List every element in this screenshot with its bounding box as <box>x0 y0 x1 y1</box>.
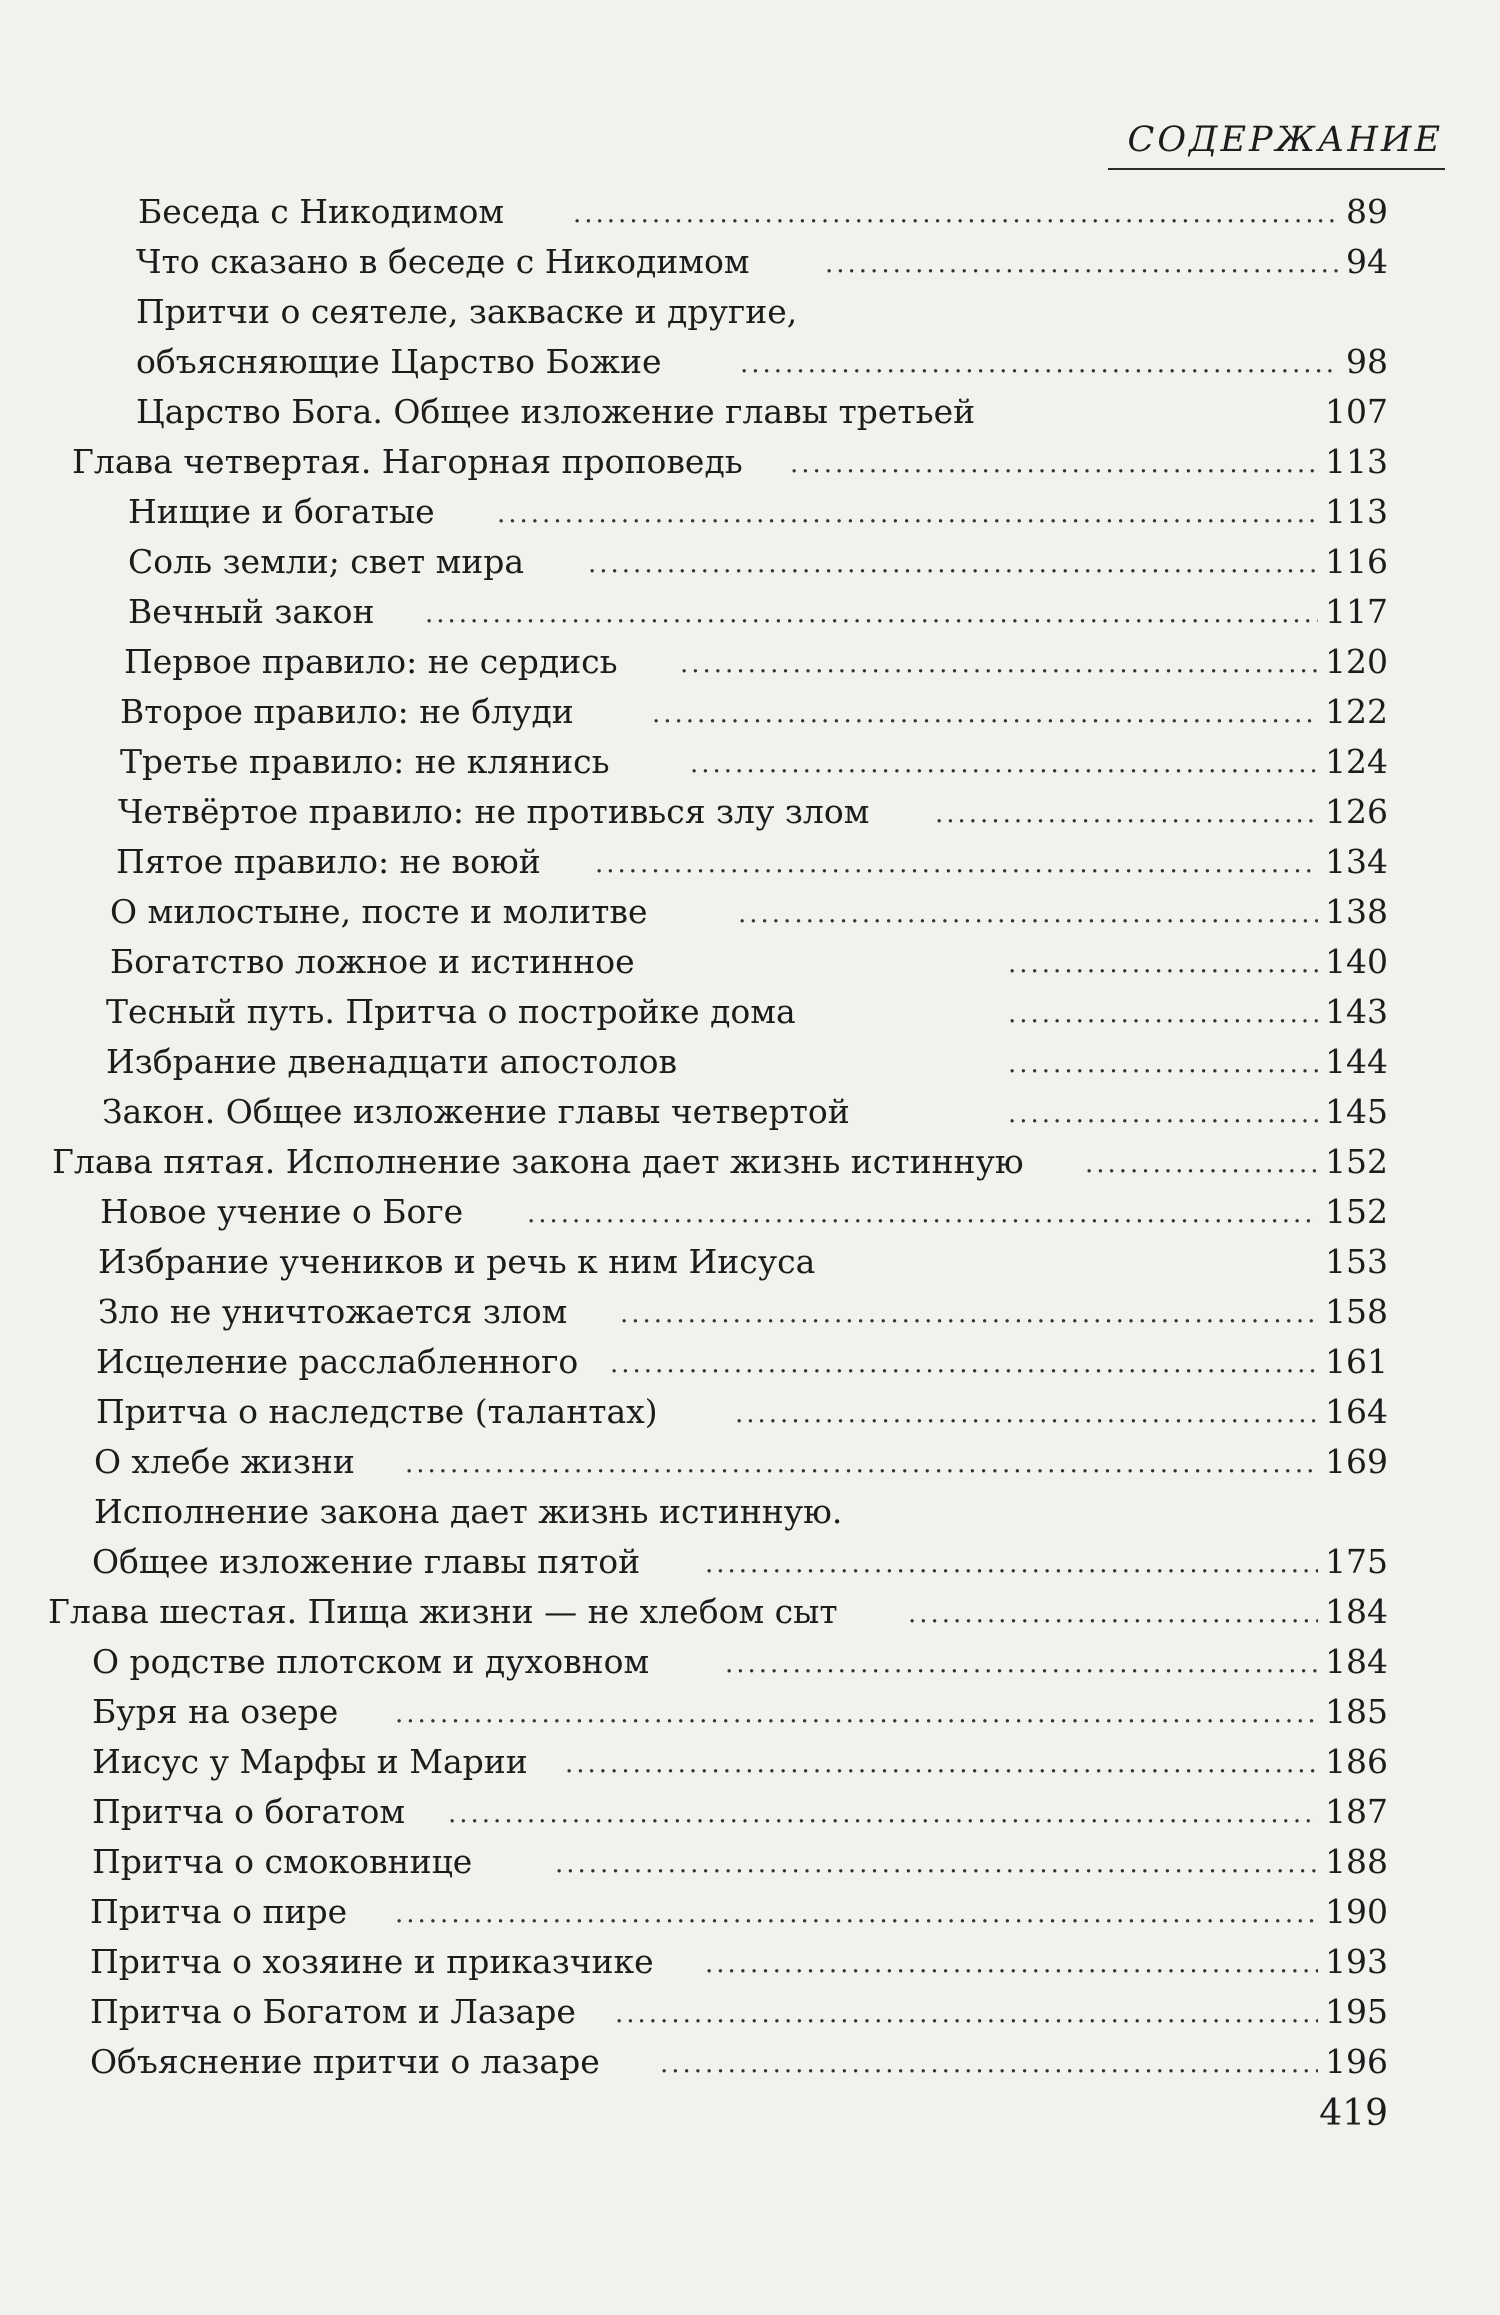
dot-leader <box>620 1290 1318 1334</box>
toc-entry-title: Иисус у Марфы и Марии <box>92 1742 528 1781</box>
toc-entry-page: 145 <box>1325 1092 1388 1131</box>
toc-entry-title: Нищие и богатые <box>128 492 435 531</box>
toc-entry-page: 195 <box>1325 1992 1388 2031</box>
toc-entry-title: Притча о богатом <box>92 1792 405 1831</box>
dot-leader <box>735 1390 1318 1434</box>
toc-entry-title: Общее изложение главы пятой <box>92 1542 641 1581</box>
toc-entry-page: 190 <box>1325 1892 1388 1931</box>
toc-entry-title: Беседа с Никодимом <box>138 192 505 231</box>
toc-entry-page: 152 <box>1325 1142 1388 1181</box>
toc-entry-page: 152 <box>1325 1192 1388 1231</box>
toc-entry <box>92 1840 1388 1884</box>
toc-entry-title: Третье правило: не клянись <box>120 742 610 781</box>
toc-entry-page: 134 <box>1325 842 1388 881</box>
toc-entry <box>72 440 1388 484</box>
toc-entry-title: объясняющие Царство Божие <box>136 342 662 381</box>
toc-entry <box>128 590 1388 634</box>
dot-leader <box>595 840 1318 884</box>
toc-entry <box>48 1590 1388 1634</box>
dot-leader <box>1008 1040 1318 1084</box>
toc-entry-page: 94 <box>1346 242 1388 281</box>
toc-entry <box>92 1790 1388 1834</box>
dot-leader <box>527 1190 1318 1234</box>
toc-entry-page: 184 <box>1325 1642 1388 1681</box>
toc-entry <box>136 390 1388 434</box>
dot-leader <box>497 490 1318 534</box>
toc-entry-title: Притча о хозяине и приказчике <box>90 1942 654 1981</box>
dot-leader <box>395 1890 1318 1934</box>
toc-entry <box>116 840 1388 884</box>
toc-entry-page: 113 <box>1325 442 1388 481</box>
toc-entry <box>106 990 1388 1034</box>
toc-entry-title: Избрание двенадцати апостолов <box>106 1042 678 1081</box>
toc-entry-title: Буря на озере <box>92 1692 339 1731</box>
toc-entry <box>92 1740 1388 1784</box>
toc-entry <box>110 940 1388 984</box>
toc-entry-page: 89 <box>1346 192 1388 231</box>
toc-entry <box>90 1890 1388 1934</box>
dot-leader <box>588 540 1318 584</box>
toc-entry <box>96 1340 1388 1384</box>
toc-entry <box>120 690 1388 734</box>
toc-entry <box>92 1640 1388 1684</box>
dot-leader <box>425 590 1318 634</box>
toc-entry-page: 164 <box>1325 1392 1388 1431</box>
dot-leader <box>615 1990 1318 2034</box>
toc-entry-page: 138 <box>1325 892 1388 931</box>
toc-entry <box>92 1540 1388 1584</box>
dot-leader <box>395 1690 1318 1734</box>
toc-entry-page: 193 <box>1325 1942 1388 1981</box>
toc-entry-page: 124 <box>1325 742 1388 781</box>
toc-entry-page: 116 <box>1325 542 1388 581</box>
toc-entry <box>92 1690 1388 1734</box>
toc-entry <box>120 740 1388 784</box>
toc-entry <box>90 2040 1388 2084</box>
toc-entry-page: 144 <box>1325 1042 1388 1081</box>
toc-entry-page: 143 <box>1325 992 1388 1031</box>
toc-entry-title: О хлебе жизни <box>94 1442 355 1481</box>
dot-leader <box>740 340 1338 384</box>
toc-entry-page: 107 <box>1325 392 1388 431</box>
toc-entry-page: 161 <box>1325 1342 1388 1381</box>
dot-leader <box>610 1340 1318 1384</box>
toc-entry <box>128 540 1388 584</box>
toc-entry-title: Зло не уничтожается злом <box>98 1292 568 1331</box>
dot-leader <box>738 890 1318 934</box>
toc-entry <box>52 1140 1388 1184</box>
dot-leader <box>1008 1090 1318 1134</box>
toc-entry-page: 122 <box>1325 692 1388 731</box>
toc-entry-title: Тесный путь. Притча о постройке дома <box>106 992 796 1031</box>
dot-leader <box>660 2040 1318 2084</box>
toc-entry-title: Новое учение о Боге <box>100 1192 464 1231</box>
dot-leader <box>565 1740 1318 1784</box>
toc-entry-title: Богатство ложное и истинное <box>110 942 635 981</box>
toc-entry-title: Соль земли; свет мира <box>128 542 525 581</box>
dot-leader <box>725 1640 1318 1684</box>
toc-entry <box>124 640 1388 684</box>
toc-entry <box>98 1240 1388 1284</box>
toc-entry <box>96 1390 1388 1434</box>
dot-leader <box>652 690 1318 734</box>
toc-entry-page: 140 <box>1325 942 1388 981</box>
dot-leader <box>405 1440 1318 1484</box>
toc-entry-page: 187 <box>1325 1792 1388 1831</box>
toc-entry-title: Пятое правило: не воюй <box>116 842 541 881</box>
toc-entry <box>110 890 1388 934</box>
toc-entry <box>136 340 1388 384</box>
toc-entry <box>136 290 1388 334</box>
toc-entry-page: 169 <box>1325 1442 1388 1481</box>
toc-entry-page: 186 <box>1325 1742 1388 1781</box>
toc-entry-title: Притча о смоковнице <box>92 1842 473 1881</box>
dot-leader <box>680 640 1318 684</box>
dot-leader <box>825 240 1338 284</box>
dot-leader <box>1008 940 1318 984</box>
toc-entry-title: О милостыне, посте и молитве <box>110 892 648 931</box>
running-head: СОДЕРЖАНИЕ <box>1127 120 1443 160</box>
toc-entry <box>100 1190 1388 1234</box>
toc-entry <box>94 1440 1388 1484</box>
page-number: 419 <box>1319 2093 1388 2134</box>
toc-entry-page: 117 <box>1325 592 1388 631</box>
toc-entry-title: Первое правило: не сердись <box>124 642 618 681</box>
toc-entry-page: 153 <box>1325 1242 1388 1281</box>
toc-entry <box>98 1290 1388 1334</box>
dot-leader <box>705 1940 1318 1984</box>
toc-entry-title: Притчи о сеятеле, закваске и другие, <box>136 292 798 331</box>
toc-entry-page: 185 <box>1325 1692 1388 1731</box>
toc-entry <box>138 190 1388 234</box>
toc-entry-title: Что сказано в беседе с Никодимом <box>136 242 750 281</box>
toc-entry-page: 188 <box>1325 1842 1388 1881</box>
toc-entry-title: Глава четвертая. Нагорная проповедь <box>72 442 743 481</box>
toc-entry-title: Исцеление расслабленного <box>96 1342 579 1381</box>
toc-entry-page: 158 <box>1325 1292 1388 1331</box>
toc-entry <box>128 490 1388 534</box>
toc-entry-page: 113 <box>1325 492 1388 531</box>
toc-entry <box>94 1490 1388 1534</box>
toc-entry-title: Избрание учеников и речь к ним Иисуса <box>98 1242 816 1281</box>
dot-leader <box>555 1840 1318 1884</box>
dot-leader <box>1008 990 1318 1034</box>
toc-entry-page: 196 <box>1325 2042 1388 2081</box>
dot-leader <box>908 1590 1318 1634</box>
toc-entry-title: Глава шестая. Пища жизни — не хлебом сыт <box>48 1592 838 1631</box>
dot-leader <box>790 440 1318 484</box>
dot-leader <box>705 1540 1318 1584</box>
toc-entry <box>106 1040 1388 1084</box>
toc-entry <box>136 240 1388 284</box>
toc-entry-title: О родстве плотском и духовном <box>92 1642 650 1681</box>
toc-entry-page: 120 <box>1325 642 1388 681</box>
toc-entry <box>118 790 1388 834</box>
toc-entry-title: Четвёртое правило: не противься злу злом <box>118 792 870 831</box>
toc-entry-page: 184 <box>1325 1592 1388 1631</box>
dot-leader <box>935 790 1318 834</box>
toc-entry-title: Вечный закон <box>128 592 375 631</box>
toc-entry-title: Исполнение закона дает жизнь истинную. <box>94 1492 843 1531</box>
toc-entry-page: 98 <box>1346 342 1388 381</box>
toc-entry-title: Второе правило: не блуди <box>120 692 574 731</box>
dot-leader <box>690 740 1318 784</box>
dot-leader <box>573 190 1338 234</box>
toc-entry <box>90 1940 1388 1984</box>
toc-entry-title: Притча о наследстве (талантах) <box>96 1392 658 1431</box>
header-rule <box>1108 168 1445 170</box>
toc-entry-page: 175 <box>1325 1542 1388 1581</box>
toc-entry-title: Закон. Общее изложение главы четвертой <box>102 1092 850 1131</box>
toc-entry <box>102 1090 1388 1134</box>
toc-entry-title: Царство Бога. Общее изложение главы третьей <box>136 392 976 431</box>
toc-entry-title: Притча о пире <box>90 1892 348 1931</box>
toc-entry <box>90 1990 1388 2034</box>
toc-entry-title: Объяснение притчи о лазаре <box>90 2042 600 2081</box>
dot-leader <box>448 1790 1318 1834</box>
dot-leader <box>1085 1140 1318 1184</box>
toc-entry-page: 126 <box>1325 792 1388 831</box>
toc-entry-title: Глава пятая. Исполнение закона дает жизнь истинную <box>52 1142 1024 1181</box>
toc-entry-title: Притча о Богатом и Лазаре <box>90 1992 576 2031</box>
